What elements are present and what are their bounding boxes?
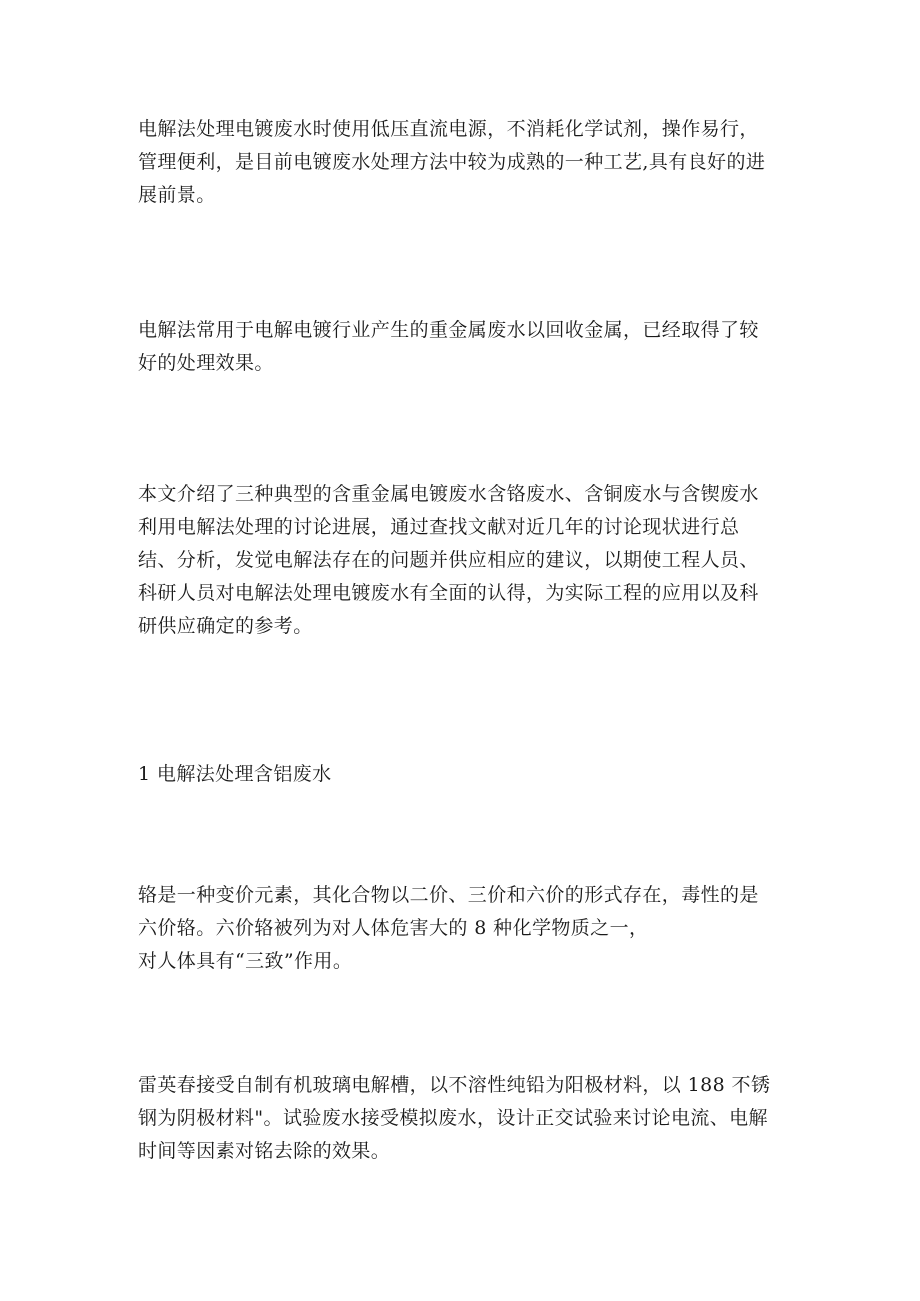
heading-text: 1 电解法处理含铝废水 <box>138 763 332 785</box>
text-line: 时间等因素对铭去除的效果。 <box>138 1140 391 1162</box>
paragraph-experiment <box>138 1069 798 1168</box>
text-line: 辂是一种变价元素，其化合物以二价、三价和六价的形式存在，毒性的是 <box>138 884 759 906</box>
text-line: 科研人员对电解法处理电镀废水有全面的认得，为实际工程的应用以及科 <box>138 582 759 604</box>
text-line: 好的处理效果。 <box>138 352 274 374</box>
paragraph-chromium <box>138 879 798 978</box>
text-line: 对人体具有“三致”作用。 <box>138 950 353 972</box>
text-line: 管理便利，是目前电镀废水处理方法中较为成熟的一种工艺,具有良好的进 <box>138 151 766 173</box>
text-line: 电解法常用于电解电镀行业产生的重金属废水以回收金属，已经取得了较 <box>138 319 759 341</box>
section-heading <box>138 758 798 791</box>
text-line: 展前景。 <box>138 184 216 206</box>
paragraph-intro <box>138 113 798 212</box>
text-line: 电解法处理电镀废水时使用低压直流电源，不消耗化学试剂，操作易行， <box>138 118 759 140</box>
text-line: 六价辂。六价辂被列为对人体危害大的 8 种化学物质之一， <box>138 917 649 939</box>
paragraph-overview <box>138 478 798 643</box>
text-line: 雷英春接受自制有机玻璃电解槽，以不溶性纯铅为阳极材料，以 188 不锈 <box>138 1074 771 1096</box>
text-line: 钢为阴极材料"。试验废水接受模拟废水，设计正交试验来讨论电流、电解 <box>138 1107 768 1129</box>
text-line: 本文介绍了三种典型的含重金属电镀废水含铬废水、含铜废水与含锲废水 <box>138 483 759 505</box>
text-line: 利用电解法处理的讨论进展，通过查找文献对近几年的讨论现状进行总 <box>138 516 740 538</box>
text-line: 结、分析，发觉电解法存在的问题并供应相应的建议，以期使工程人员、 <box>138 549 759 571</box>
paragraph-usage <box>138 314 798 380</box>
text-line: 研供应确定的参考。 <box>138 615 313 637</box>
